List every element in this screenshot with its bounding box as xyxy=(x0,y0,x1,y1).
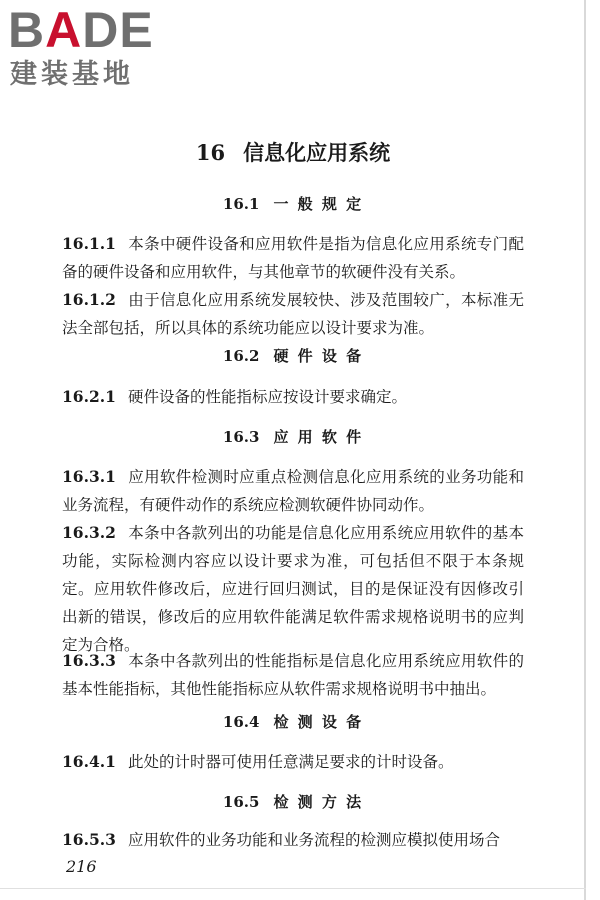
logo-subtitle: 建装基地 xyxy=(10,59,134,90)
clause-text: 此处的计时器可使用任意满足要求的计时设备。 xyxy=(127,753,454,771)
clause-paragraph xyxy=(62,647,524,703)
clause-number: 16.3.3 xyxy=(62,651,116,670)
clause-text: 本条中硬件设备和应用软件是指为信息化应用系统专门配备的硬件设备和应用软件，与其他章节的软硬件没有关系。 xyxy=(62,235,524,281)
clause-text: 应用软件的业务功能和业务流程的检测应模拟使用场合 xyxy=(127,831,500,849)
clause-number: 16.3.2 xyxy=(62,523,116,542)
clause-paragraph xyxy=(62,383,524,411)
chapter-name: 信息化应用系统 xyxy=(243,140,391,165)
clause-text: 应用软件检测时应重点检测信息化应用系统的业务功能和业务流程，有硬件动作的系统应检测软硬件协同动作。 xyxy=(62,468,524,514)
clause-number: 16.4.1 xyxy=(62,752,116,771)
chapter-number: 16 xyxy=(195,140,226,165)
page-edge-divider xyxy=(584,0,586,900)
section-heading: 16.4 检 测 设 备 xyxy=(222,713,364,731)
section-heading: 16.1 一 般 规 定 xyxy=(222,195,364,213)
clause-text: 由于信息化应用系统发展较快、涉及范围较广，本标准无法全部包括，所以具体的系统功能应以设计要求为准。 xyxy=(62,291,524,337)
clause-number: 16.1.2 xyxy=(62,290,116,309)
page-number: 216 xyxy=(66,857,97,876)
clause-paragraph xyxy=(62,748,524,776)
bade-logo xyxy=(8,4,178,96)
clause-number: 16.3.1 xyxy=(62,467,116,486)
section-heading: 16.3 应 用 软 件 xyxy=(222,428,364,446)
logo-wordmark: BADE xyxy=(8,2,154,58)
page-bottom-divider xyxy=(0,888,586,889)
clause-paragraph xyxy=(62,230,524,286)
clause-paragraph xyxy=(62,826,524,854)
clause-number: 16.1.1 xyxy=(62,234,116,253)
clause-text: 本条中各款列出的功能是信息化应用系统应用软件的基本功能，实际检测内容应以设计要求为准，可包括但不限于本条规定。应用软件修改后，应进行回归测试，目的是保证没有因修改引出新的错误，修改后的应用软件能满足软件需求规格说明书的应判定为合格。 xyxy=(62,524,524,654)
clause-number: 16.2.1 xyxy=(62,387,116,406)
clause-text: 硬件设备的性能指标应按设计要求确定。 xyxy=(127,388,407,406)
section-heading: 16.5 检 测 方 法 xyxy=(222,793,364,811)
clause-text: 本条中各款列出的性能指标是信息化应用系统应用软件的基本性能指标，其他性能指标应从软件需求规格说明书中抽出。 xyxy=(62,652,524,698)
section-heading: 16.2 硬 件 设 备 xyxy=(222,347,364,365)
clause-paragraph xyxy=(62,519,524,659)
clause-paragraph xyxy=(62,286,524,342)
clause-number: 16.5.3 xyxy=(62,830,116,849)
clause-paragraph xyxy=(62,463,524,519)
chapter-title xyxy=(0,138,586,168)
